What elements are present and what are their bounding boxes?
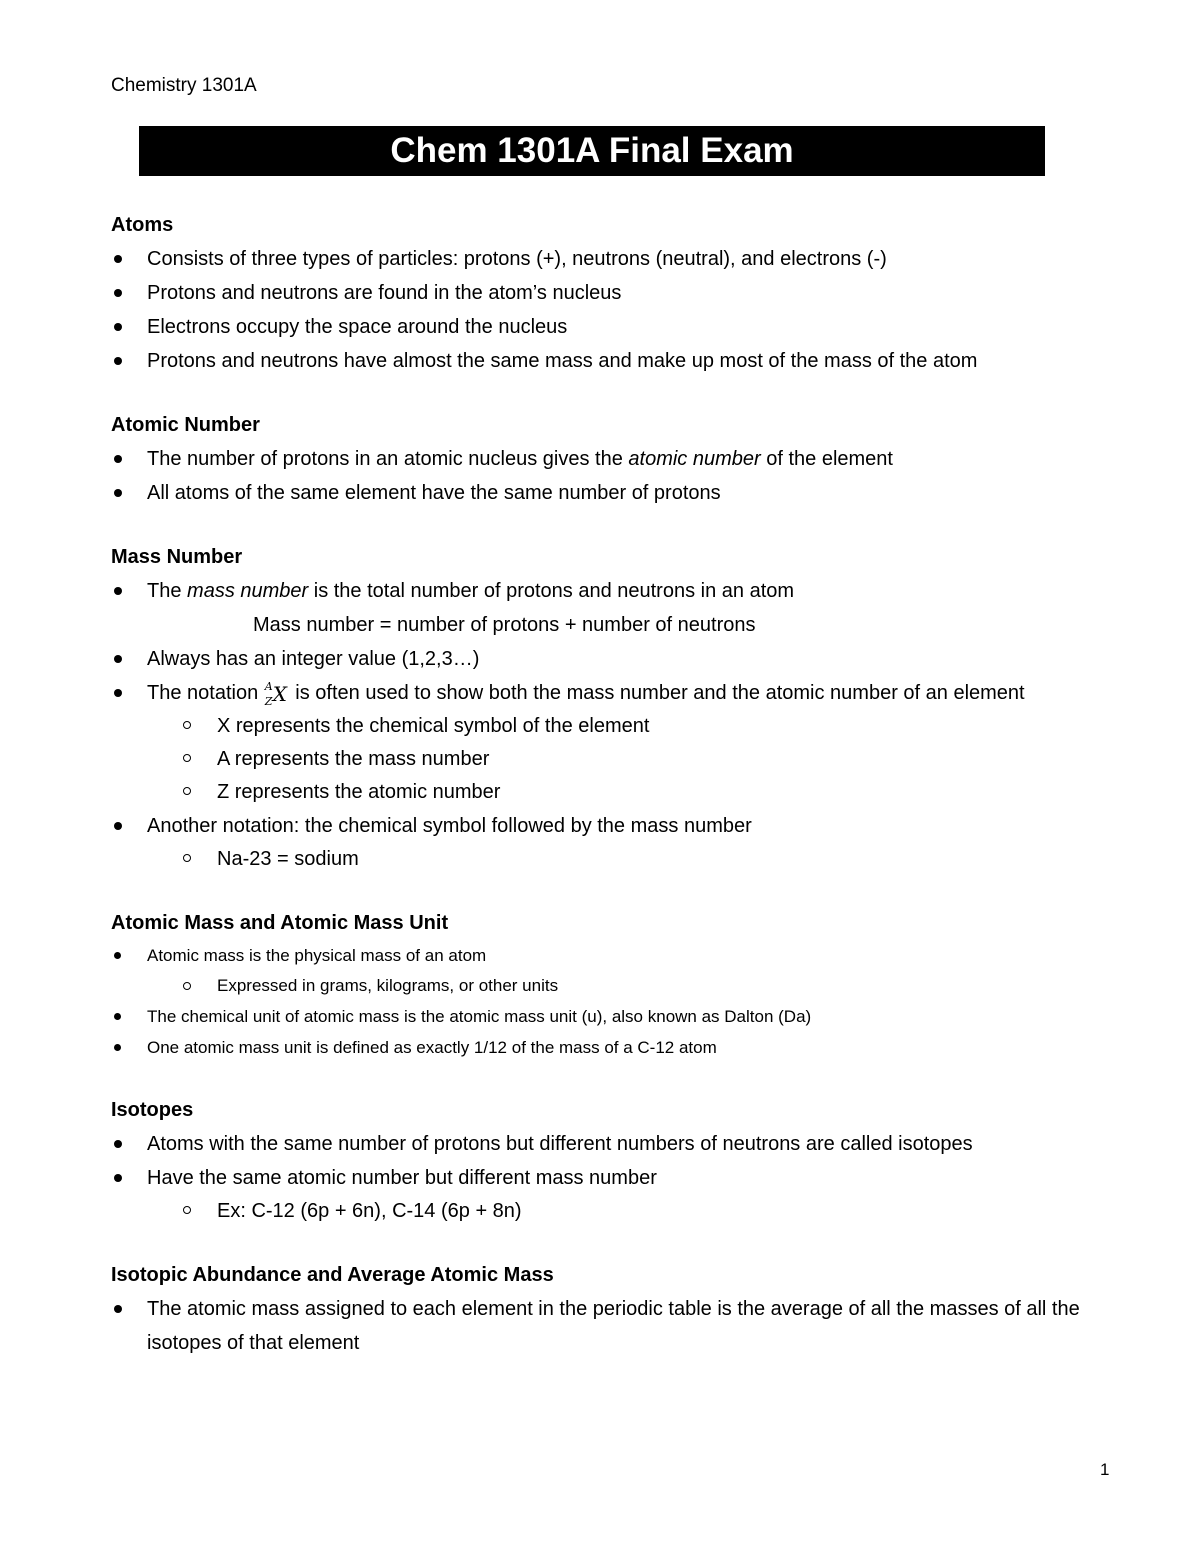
bullet-icon (114, 255, 122, 263)
sub-list-item: Na-23 = sodium (111, 843, 1151, 876)
sub-list-item: X represents the chemical symbol of the element (111, 710, 1151, 743)
list-item: The mass number is the total number of protons and neutrons in an atom (111, 574, 1151, 608)
title-text: Chem 1301A Final Exam (390, 131, 794, 170)
section-heading: Isotopes (111, 1099, 194, 1121)
section-heading: Atomic Mass and Atomic Mass Unit (111, 912, 449, 934)
hollow-bullet-icon (183, 787, 191, 795)
section-atomic-mass (111, 906, 1151, 1063)
document-header: Chemistry 1301A (111, 75, 257, 96)
list-item: Consists of three types of particles: protons (+), neutrons (neutral), and electrons (-) (111, 242, 1151, 276)
sub-list-item: Z represents the atomic number (111, 776, 1151, 809)
bullet-icon (114, 1305, 122, 1313)
list-item: All atoms of the same element have the same number of protons (111, 476, 1151, 510)
sub-list-item: Expressed in grams, kilograms, or other units (111, 971, 1151, 1001)
bullet-icon (114, 1174, 122, 1182)
list-item: Another notation: the chemical symbol followed by the mass number (111, 809, 1151, 843)
list-item: Electrons occupy the space around the nucleus (111, 310, 1151, 344)
bullet-icon (114, 489, 122, 497)
isotope-notation: A Z X (264, 680, 287, 708)
document-body (111, 208, 1151, 1390)
bullet-icon (114, 357, 122, 365)
list-item: Atoms with the same number of protons but different numbers of neutrons are called isotopes (111, 1127, 1151, 1161)
list-item: Always has an integer value (1,2,3…) (111, 642, 1151, 676)
list-item: Protons and neutrons are found in the atom’s nucleus (111, 276, 1151, 310)
page-number: 1 (1100, 1460, 1110, 1479)
section-heading: Atoms (111, 214, 174, 236)
list-item: The number of protons in an atomic nucleus gives the atomic number of the element (111, 442, 1151, 476)
list-item: Atomic mass is the physical mass of an atom (111, 940, 1151, 971)
section-atoms (111, 208, 1151, 378)
hollow-bullet-icon (183, 982, 191, 990)
section-heading: Atomic Number (111, 414, 260, 436)
list-item: The atomic mass assigned to each element in the periodic table is the average of all the masses of all the isotopes of that element (111, 1292, 1151, 1360)
bullet-icon (114, 455, 122, 463)
section-atomic-number (111, 408, 1151, 510)
hollow-bullet-icon (183, 721, 191, 729)
bullet-icon (114, 689, 122, 697)
bullet-icon (114, 1013, 121, 1020)
bullet-icon (114, 1140, 122, 1148)
bullet-icon (114, 323, 122, 331)
document-title (139, 126, 1045, 176)
section-heading: Mass Number (111, 546, 243, 568)
list-item: Have the same atomic number but different mass number (111, 1161, 1151, 1195)
section-isotopic-abundance (111, 1258, 1151, 1360)
term-atomic-number: atomic number (628, 448, 761, 470)
sub-list-item: A represents the mass number (111, 743, 1151, 776)
list-item: Protons and neutrons have almost the same mass and make up most of the mass of the atom (111, 344, 1151, 378)
list-item: The chemical unit of atomic mass is the atomic mass unit (u), also known as Dalton (Da) (111, 1001, 1151, 1032)
bullet-icon (114, 822, 122, 830)
bullet-icon (114, 952, 121, 959)
section-isotopes (111, 1093, 1151, 1228)
hollow-bullet-icon (183, 754, 191, 762)
hollow-bullet-icon (183, 1206, 191, 1214)
bullet-icon (114, 587, 122, 595)
list-item: One atomic mass unit is defined as exactly 1/12 of the mass of a C-12 atom (111, 1032, 1151, 1063)
term-mass-number: mass number (187, 580, 309, 602)
sub-list-item: Ex: C-12 (6p + 6n), C-14 (6p + 8n) (111, 1195, 1151, 1228)
formula-line: Mass number = number of protons + number of neutrons (253, 614, 756, 636)
bullet-icon (114, 289, 122, 297)
hollow-bullet-icon (183, 854, 191, 862)
section-mass-number (111, 540, 1151, 876)
bullet-icon (114, 655, 122, 663)
bullet-icon (114, 1044, 121, 1051)
list-item: The notation A Z X is often used to show both the mass number and the atomic number of an element (111, 676, 1151, 710)
section-heading: Isotopic Abundance and Average Atomic Mass (111, 1264, 554, 1286)
